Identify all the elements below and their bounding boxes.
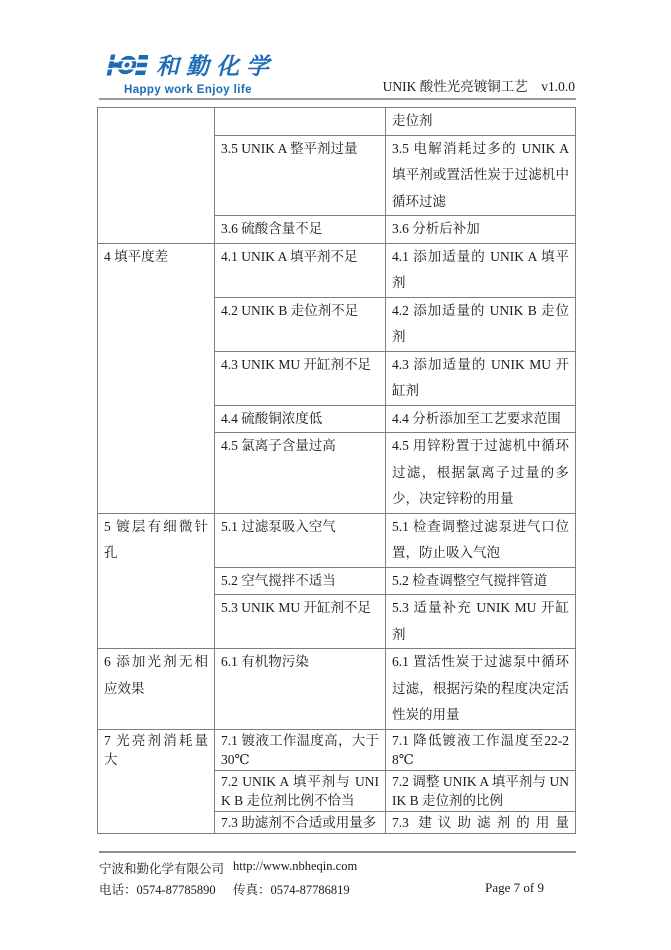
solution-cell: 4.2 添加适量的 UNIK B 走位剂 [386, 297, 576, 351]
troubleshooting-table [97, 107, 576, 834]
table-body [98, 108, 576, 834]
cause-cell: 4.1 UNIK A 填平剂不足 [215, 243, 386, 297]
table-row [98, 729, 576, 770]
solution-cell: 走位剂 [386, 108, 576, 136]
cause-cell: 5.2 空气搅拌不适当 [215, 567, 386, 595]
solution-cell: 5.3 适量补充 UNIK MU 开缸剂 [386, 595, 576, 649]
solution-cell: 7.1 降低镀液工作温度至22-28℃ [386, 729, 576, 770]
cause-cell: 3.6 硫酸含量不足 [215, 216, 386, 244]
footer-line-2 [99, 880, 576, 901]
table-row [98, 513, 576, 567]
hqe-logo-icon [104, 51, 148, 79]
cause-cell: 4.3 UNIK MU 开缸剂不足 [215, 351, 386, 405]
solution-cell: 4.5 用锌粉置于过滤机中循环过滤，根据氯离子过量的多少，决定锌粉的用量 [386, 433, 576, 514]
cause-cell: 3.5 UNIK A 整平剂过量 [215, 135, 386, 216]
footer-divider [99, 851, 576, 853]
page-number: Page 7 of 9 [485, 880, 544, 895]
cause-cell: 7.2 UNIK A 填平剂与 UNIK B 走位剂比例不恰当 [215, 770, 386, 811]
cause-cell: 6.1 有机物污染 [215, 649, 386, 730]
cause-cell: 4.4 硫酸铜浓度低 [215, 405, 386, 433]
solution-cell: 7.3 建议助滤剂的用量 [386, 811, 576, 833]
document-title: UNIK 酸性光亮镀铜工艺 v1.0.0 [382, 79, 575, 94]
problem-cell: 4 填平度差 [98, 243, 215, 513]
cause-cell: 5.3 UNIK MU 开缸剂不足 [215, 595, 386, 649]
solution-cell: 5.2 检查调整空气搅拌管道 [386, 567, 576, 595]
table-row [98, 243, 576, 297]
header-divider [99, 98, 576, 100]
company-logo [104, 48, 276, 96]
solution-cell: 4.4 分析添加至工艺要求范围 [386, 405, 576, 433]
cause-cell: 4.5 氯离子含量过高 [215, 433, 386, 514]
cause-cell [215, 108, 386, 136]
page-footer [99, 859, 576, 901]
problem-cell: 7 光亮剂消耗量大 [98, 729, 215, 833]
problem-cell: 6 添加光剂无相应效果 [98, 649, 215, 730]
table-row [98, 649, 576, 730]
problem-cell [98, 108, 215, 244]
cause-cell: 5.1 过滤泵吸入空气 [215, 513, 386, 567]
footer-company: 宁波和勤化学有限公司 [99, 862, 225, 876]
problem-cell: 5 镀层有细微针孔 [98, 513, 215, 649]
table-row [98, 108, 576, 136]
solution-cell: 4.1 添加适量的 UNIK A 填平剂 [386, 243, 576, 297]
solution-cell: 7.2 调整 UNIK A 填平剂与 UNIK B 走位剂的比例 [386, 770, 576, 811]
footer-fax: 传真：0574-87786819 [233, 883, 350, 897]
footer-line-1 [99, 859, 576, 880]
cause-cell: 7.1 镀液工作温度高，大于30℃ [215, 729, 386, 770]
solution-cell: 4.3 添加适量的 UNIK MU 开缸剂 [386, 351, 576, 405]
cause-cell: 7.3 助滤剂不合适或用量多 [215, 811, 386, 833]
solution-cell: 3.6 分析后补加 [386, 216, 576, 244]
cause-cell: 4.2 UNIK B 走位剂不足 [215, 297, 386, 351]
footer-website: http://www.nbheqin.com [233, 859, 358, 873]
company-name: 和勤化学 [156, 53, 276, 79]
footer-phone: 电话：0574-87785890 [99, 883, 216, 897]
solution-cell: 3.5 电解消耗过多的 UNIK A 填平剂或置活性炭于过滤机中循环过滤 [386, 135, 576, 216]
solution-cell: 6.1 置活性炭于过滤泵中循环过滤，根据污染的程度决定活性炭的用量 [386, 649, 576, 730]
solution-cell: 5.1 检查调整过滤泵进气口位置，防止吸入气泡 [386, 513, 576, 567]
company-tagline: Happy work Enjoy life [124, 84, 252, 96]
